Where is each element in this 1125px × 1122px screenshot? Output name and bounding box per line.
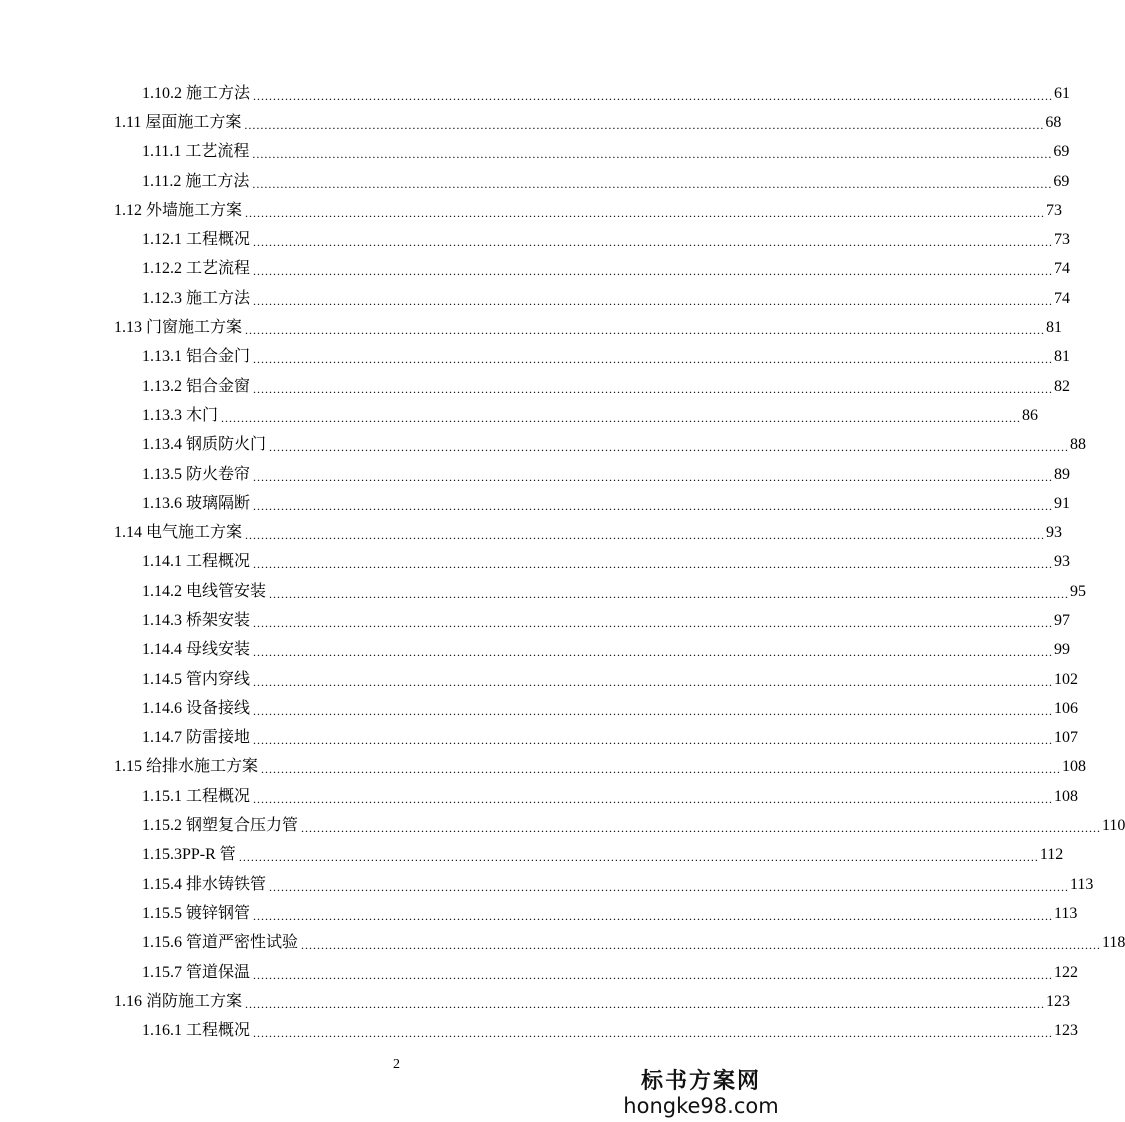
toc-entry-number: 1.11.1 bbox=[142, 143, 182, 161]
toc-entry-title: 排水铸铁管 bbox=[186, 875, 267, 893]
toc-dot-leader: ........................................................................................................................................................................................................ bbox=[269, 586, 1070, 601]
toc-entry[interactable] bbox=[0, 1017, 1079, 1046]
toc-entry-title: 施工方法 bbox=[186, 289, 251, 307]
toc-entry-page: 107 bbox=[1054, 729, 1079, 747]
toc-entry-page: 106 bbox=[1054, 699, 1079, 717]
toc-entry[interactable] bbox=[0, 665, 1079, 694]
toc-entry-page: 113 bbox=[1070, 875, 1094, 893]
toc-entry-number: 1.14.3 bbox=[142, 611, 182, 629]
page-number: 2 bbox=[393, 1057, 400, 1072]
toc-entry-title: 屋面施工方案 bbox=[145, 113, 242, 131]
toc-entry[interactable] bbox=[0, 636, 1071, 665]
toc-entry[interactable] bbox=[0, 284, 1071, 313]
toc-entry-page: 73 bbox=[1046, 201, 1063, 219]
toc-entry-title: 消防施工方案 bbox=[146, 992, 243, 1010]
toc-dot-leader: ........................................................................................................................................................................................................ bbox=[253, 1026, 1054, 1041]
toc-dot-leader: ........................................................................................................................................................................................................ bbox=[253, 791, 1054, 806]
toc-entry-page: 108 bbox=[1062, 758, 1087, 776]
toc-dot-leader: ........................................................................................................................................................................................................ bbox=[252, 176, 1053, 191]
toc-dot-leader: ........................................................................................................................................................................................................ bbox=[269, 440, 1070, 455]
toc-entry-title: 管内穿线 bbox=[186, 670, 251, 688]
toc-entry[interactable] bbox=[0, 870, 1094, 899]
toc-entry-title: 母线安装 bbox=[186, 641, 251, 659]
toc-entry-number: 1.15.5 bbox=[142, 904, 182, 922]
toc-dot-leader: ........................................................................................................................................................................................................ bbox=[253, 352, 1054, 367]
toc-entry-number: 1.15.1 bbox=[142, 787, 182, 805]
toc-dot-leader: ........................................................................................................................................................................................................ bbox=[253, 703, 1054, 718]
toc-entry-number: 1.13.3 bbox=[142, 406, 182, 424]
toc-dot-leader: ........................................................................................................................................................................................................ bbox=[253, 381, 1054, 396]
toc-entry-page: 118 bbox=[1102, 934, 1125, 952]
toc-entry-page: 108 bbox=[1054, 787, 1079, 805]
toc-entry-number: 1.14.6 bbox=[142, 699, 182, 717]
table-of-contents bbox=[0, 79, 1125, 1046]
toc-dot-leader: ........................................................................................................................................................................................................ bbox=[301, 938, 1102, 953]
toc-entry-page: 69 bbox=[1053, 143, 1070, 161]
toc-entry-page: 93 bbox=[1046, 524, 1063, 542]
toc-entry-title: 施工方法 bbox=[185, 172, 250, 190]
toc-entry-number: 1.15.2 bbox=[142, 817, 182, 835]
toc-entry[interactable] bbox=[0, 255, 1071, 284]
toc-entry-title: 给排水施工方案 bbox=[146, 758, 259, 776]
toc-entry-page: 102 bbox=[1054, 670, 1079, 688]
toc-entry-number: 1.14.7 bbox=[142, 729, 182, 747]
toc-entry[interactable] bbox=[0, 518, 1063, 547]
toc-dot-leader: ........................................................................................................................................................................................................ bbox=[253, 469, 1054, 484]
toc-entry-page: 112 bbox=[1039, 846, 1064, 864]
toc-dot-leader: ........................................................................................................................................................................................................ bbox=[269, 879, 1070, 894]
toc-dot-leader: ........................................................................................................................................................................................................ bbox=[253, 264, 1054, 279]
toc-entry[interactable] bbox=[0, 196, 1063, 225]
toc-entry-page: 61 bbox=[1054, 84, 1071, 102]
toc-dot-leader: ........................................................................................................................................................................................................ bbox=[261, 762, 1062, 777]
toc-entry-number: 1.14 bbox=[114, 524, 142, 542]
toc-entry-title: 镀锌钢管 bbox=[186, 904, 251, 922]
toc-entry-title: 防雷接地 bbox=[186, 729, 251, 747]
toc-entry-title: 钢塑复合压力管 bbox=[186, 817, 299, 835]
toc-entry[interactable] bbox=[0, 724, 1079, 753]
toc-entry[interactable] bbox=[0, 958, 1079, 987]
toc-entry[interactable] bbox=[0, 694, 1079, 723]
toc-entry-number: 1.15.3 bbox=[142, 846, 182, 864]
toc-entry-page: 123 bbox=[1046, 992, 1071, 1010]
toc-entry[interactable] bbox=[0, 987, 1071, 1016]
toc-entry-page: 97 bbox=[1054, 611, 1071, 629]
toc-entry-title: 施工方法 bbox=[186, 84, 251, 102]
toc-entry[interactable] bbox=[0, 372, 1071, 401]
toc-entry-number: 1.14.1 bbox=[142, 553, 182, 571]
toc-dot-leader: ........................................................................................................................................................................................................ bbox=[245, 528, 1046, 543]
toc-entry[interactable] bbox=[0, 548, 1071, 577]
toc-entry-number: 1.11 bbox=[114, 113, 142, 131]
toc-entry-page: 123 bbox=[1054, 1022, 1079, 1040]
toc-entry-page: 82 bbox=[1054, 377, 1071, 395]
toc-entry-title: 工程概况 bbox=[186, 1022, 251, 1040]
toc-entry-number: 1.15.6 bbox=[142, 934, 182, 952]
toc-entry-page: 74 bbox=[1054, 260, 1071, 278]
toc-entry[interactable] bbox=[0, 899, 1078, 928]
toc-entry-number: 1.12.3 bbox=[142, 289, 182, 307]
toc-entry-page: 81 bbox=[1054, 348, 1071, 366]
toc-entry[interactable] bbox=[0, 313, 1063, 342]
toc-dot-leader: ........................................................................................................................................................................................................ bbox=[245, 996, 1046, 1011]
toc-dot-leader: ........................................................................................................................................................................................................ bbox=[244, 117, 1045, 132]
toc-dot-leader: ........................................................................................................................................................................................................ bbox=[253, 557, 1054, 572]
toc-entry-page: 74 bbox=[1054, 289, 1071, 307]
watermark-url: hongke98.com bbox=[623, 1094, 779, 1118]
toc-entry-page: 68 bbox=[1045, 113, 1062, 131]
toc-entry-page: 89 bbox=[1054, 465, 1071, 483]
toc-entry[interactable] bbox=[0, 606, 1071, 635]
toc-dot-leader: ........................................................................................................................................................................................................ bbox=[301, 821, 1102, 836]
toc-entry-page: 73 bbox=[1054, 231, 1071, 249]
toc-entry-title: PP-R 管 bbox=[182, 846, 236, 864]
toc-entry[interactable] bbox=[0, 489, 1071, 518]
toc-entry-page: 91 bbox=[1054, 494, 1071, 512]
toc-entry[interactable] bbox=[0, 108, 1062, 137]
toc-entry[interactable] bbox=[0, 577, 1087, 606]
toc-dot-leader: ........................................................................................................................................................................................................ bbox=[238, 850, 1039, 865]
toc-dot-leader: ........................................................................................................................................................................................................ bbox=[253, 967, 1054, 982]
toc-entry-number: 1.13.5 bbox=[142, 465, 182, 483]
toc-entry-number: 1.13 bbox=[114, 319, 142, 337]
toc-entry-number: 1.14.5 bbox=[142, 670, 182, 688]
toc-entry-number: 1.11.2 bbox=[142, 172, 182, 190]
toc-dot-leader: ........................................................................................................................................................................................................ bbox=[253, 645, 1054, 660]
toc-entry-number: 1.15 bbox=[114, 758, 142, 776]
toc-entry-title: 门窗施工方案 bbox=[146, 319, 243, 337]
toc-entry-page: 88 bbox=[1070, 436, 1087, 454]
toc-entry-title: 电线管安装 bbox=[186, 582, 267, 600]
toc-entry[interactable] bbox=[0, 343, 1071, 372]
toc-entry-number: 1.14.2 bbox=[142, 582, 182, 600]
toc-entry-title: 工程概况 bbox=[186, 553, 251, 571]
toc-dot-leader: ........................................................................................................................................................................................................ bbox=[253, 733, 1054, 748]
watermark-name: 标书方案网 bbox=[640, 1068, 761, 1094]
toc-entry-title: 工程概况 bbox=[186, 787, 251, 805]
toc-entry-number: 1.13.1 bbox=[142, 348, 182, 366]
toc-dot-leader: ........................................................................................................................................................................................................ bbox=[253, 498, 1054, 513]
toc-entry-number: 1.12.1 bbox=[142, 231, 182, 249]
toc-entry-title: 工艺流程 bbox=[186, 260, 251, 278]
toc-entry-page: 113 bbox=[1054, 904, 1078, 922]
toc-entry[interactable] bbox=[0, 431, 1087, 460]
toc-dot-leader: ........................................................................................................................................................................................................ bbox=[253, 293, 1054, 308]
toc-entry-page: 81 bbox=[1046, 319, 1063, 337]
toc-entry-title: 工艺流程 bbox=[185, 143, 250, 161]
toc-entry[interactable] bbox=[0, 225, 1071, 254]
toc-dot-leader: ........................................................................................................................................................................................................ bbox=[253, 908, 1054, 923]
toc-entry[interactable] bbox=[0, 460, 1071, 489]
toc-dot-leader: ........................................................................................................................................................................................................ bbox=[253, 674, 1054, 689]
toc-entry-title: 管道严密性试验 bbox=[186, 934, 299, 952]
toc-entry-title: 外墙施工方案 bbox=[146, 201, 243, 219]
toc-dot-leader: ........................................................................................................................................................................................................ bbox=[252, 147, 1053, 162]
toc-entry-title: 铝合金门 bbox=[186, 348, 251, 366]
toc-dot-leader: ........................................................................................................................................................................................................ bbox=[245, 323, 1046, 338]
toc-entry[interactable] bbox=[0, 753, 1087, 782]
toc-entry-title: 铝合金窗 bbox=[186, 377, 251, 395]
toc-entry-title: 玻璃隔断 bbox=[186, 494, 251, 512]
toc-entry-number: 1.13.4 bbox=[142, 436, 182, 454]
toc-dot-leader: ........................................................................................................................................................................................................ bbox=[253, 88, 1054, 103]
toc-dot-leader: ........................................................................................................................................................................................................ bbox=[245, 205, 1046, 220]
toc-entry-title: 电气施工方案 bbox=[146, 524, 243, 542]
toc-entry-number: 1.12 bbox=[114, 201, 142, 219]
toc-entry-title: 工程概况 bbox=[186, 231, 251, 249]
toc-entry-page: 86 bbox=[1022, 406, 1039, 424]
toc-entry[interactable] bbox=[0, 782, 1079, 811]
toc-entry-title: 管道保温 bbox=[186, 963, 251, 981]
toc-entry-title: 桥架安装 bbox=[186, 611, 251, 629]
toc-entry[interactable] bbox=[0, 79, 1071, 108]
toc-entry-page: 99 bbox=[1054, 641, 1071, 659]
toc-entry[interactable] bbox=[0, 841, 1064, 870]
toc-entry-number: 1.14.4 bbox=[142, 641, 182, 659]
toc-dot-leader: ........................................................................................................................................................................................................ bbox=[221, 410, 1022, 425]
toc-entry-page: 95 bbox=[1070, 582, 1087, 600]
toc-entry-title: 防火卷帘 bbox=[186, 465, 251, 483]
toc-entry-page: 93 bbox=[1054, 553, 1071, 571]
toc-entry-title: 设备接线 bbox=[186, 699, 251, 717]
toc-entry[interactable] bbox=[0, 811, 1125, 840]
toc-entry-number: 1.12.2 bbox=[142, 260, 182, 278]
watermark-logo bbox=[621, 1068, 781, 1118]
toc-entry[interactable] bbox=[0, 167, 1070, 196]
toc-entry-page: 69 bbox=[1053, 172, 1070, 190]
toc-entry-number: 1.15.4 bbox=[142, 875, 182, 893]
toc-entry-page: 122 bbox=[1054, 963, 1079, 981]
toc-dot-leader: ........................................................................................................................................................................................................ bbox=[253, 615, 1054, 630]
toc-entry-title: 钢质防火门 bbox=[186, 436, 267, 454]
toc-entry[interactable] bbox=[0, 401, 1039, 430]
toc-entry[interactable] bbox=[0, 138, 1070, 167]
toc-entry-number: 1.13.2 bbox=[142, 377, 182, 395]
toc-dot-leader: ........................................................................................................................................................................................................ bbox=[253, 235, 1054, 250]
toc-entry-number: 1.15.7 bbox=[142, 963, 182, 981]
toc-entry-number: 1.13.6 bbox=[142, 494, 182, 512]
toc-entry-page: 110 bbox=[1102, 817, 1125, 835]
toc-entry-title: 木门 bbox=[186, 406, 219, 424]
toc-entry-number: 1.16.1 bbox=[142, 1022, 182, 1040]
toc-entry-number: 1.10.2 bbox=[142, 84, 182, 102]
toc-entry[interactable] bbox=[0, 929, 1125, 958]
toc-entry-number: 1.16 bbox=[114, 992, 142, 1010]
